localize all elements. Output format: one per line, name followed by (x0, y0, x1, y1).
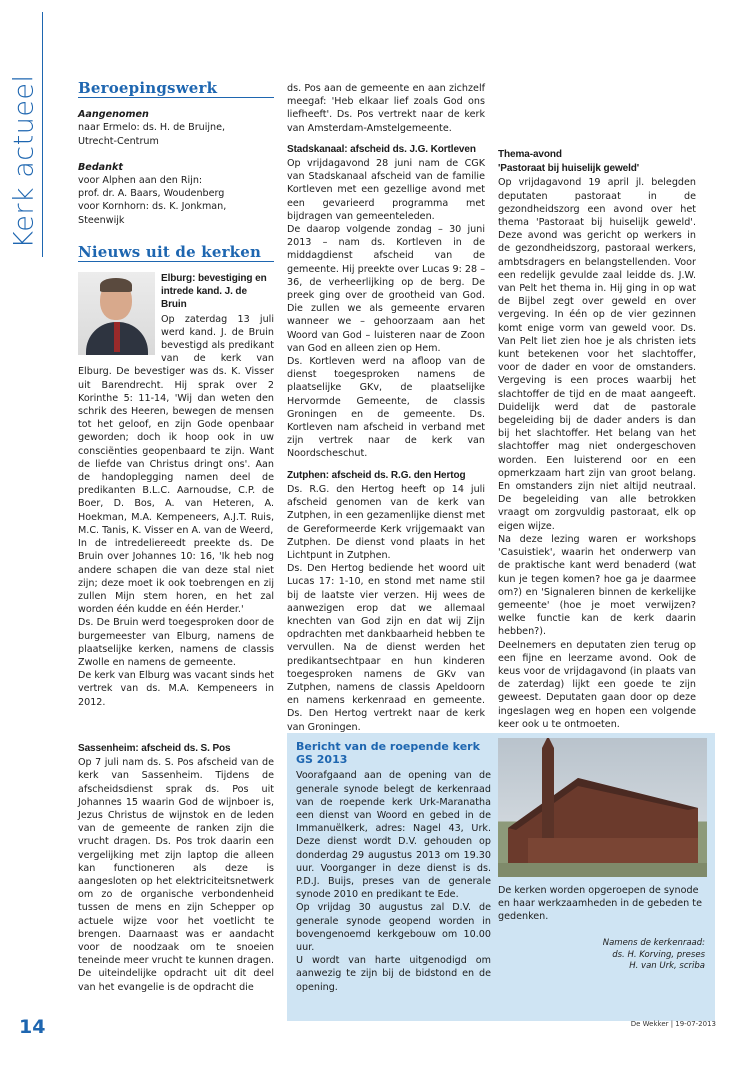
portrait-photo (78, 272, 155, 355)
column-1 (78, 79, 274, 709)
box-title: Bericht van de roepende kerk GS 2013 (296, 740, 480, 767)
aangenomen-label: Aangenomen (78, 109, 149, 121)
announcement-box (287, 733, 715, 1021)
heading-zutphen: Zutphen: afscheid ds. R.G. den Hertog (287, 469, 466, 481)
page-number: 14 (19, 1016, 46, 1038)
box-paragraph: Op vrijdag 30 augustus zal D.V. de generale synode geopend worden in bovengenoemd kerkgebouw om 10.00 uur. (296, 902, 491, 954)
stadskanaal-paragraph: Ds. Kortleven werd na afloop van de dienst toegesproken namens de plaatselijke GKv, de plaatselijke Hervormde Gemeente, de classis Groningen en de gemeente. Ds. Kortleven nam afscheid in verband met zijn vertrek naar de kerk van Noordscheschut. (287, 356, 485, 460)
column-2 (287, 82, 485, 734)
elburg-paragraph: De kerk van Elburg was vacant sinds het vertrek van ds. M.A. Kempeneers in 2012. (78, 670, 274, 708)
heading-stadskanaal: Stadskanaal: afscheid ds. J.G. Kortleven (287, 143, 476, 155)
box-paragraph: U wordt van harte uitgenodigd om aanwezig te zijn bij de bidstond en de opening. (296, 955, 491, 993)
elburg-paragraph: Ds. De Bruin werd toegesproken door de burgemeester van Elburg, namens de plaatselijke kerken, namens de classis Zwolle en namens de gemeente. (78, 617, 274, 668)
bedankt-line: voor Kornhorn: ds. K. Jonkman, Steenwijk (78, 201, 227, 226)
thema-paragraph: Op vrijdagavond 19 april jl. belegden deputaten pastoraat in de gezondheidszorg een avond over het thema 'Pastoraat bij huiselijk geweld'. Deze avond was gericht op werkers in de gezondheidszorg, pastoraal werkers, ambtsdragers en belangstellenden. Voor een redelijk gevulde zaal leidde ds. J.W. van Pelt het thema in. Hij ging in op wat de Bijbel zegt over geweld en over vergeving. In één op de vier gezinnen komt enige vorm van geweld voor. Ds. Van Pelt liet zien hoe je als christen iets kunt betekenen voor het slachtoffer, voor de dader en voor de omstanders. Vergeving is een proces waarbij het slachtoffer de tijd en de maat aangeeft. Duidelijk werd dat de pastorale begeleiding bij de dader anders is dan bij het slachtoffer. Het belang van het slachtoffer mag niet ondergeschoven worden. Een luisterend oor en een opmerkzaam hart zijn van groot belang. En omstanders zijn niet altijd neutraal. De begeleiding van alle betrokken vraagt om zorgvuldig pastoraat, elk op eigen wijze. (498, 177, 696, 532)
sassenheim-paragraph: Op 7 juli nam ds. S. Pos afscheid van de kerk van Sassenheim. Tijdens de afscheidsdienst sprak ds. Pos uit Johannes 15 waarin God de wijnboer is, Jezus Christus de wijnstok en de leden van de gemeente de ranken zijn die vrucht dragen. Ds. Pos trok daarin een vergelijking met zijn laptop die alleen kan functioneren als deze is aangesloten op het elektriciteitsnetwerk om zo de organische verbondenheid tussen de mens en zijn Schepper op actuele wijze voor het voetlicht te brengen. Daarnaast was er aandacht voor de noodzaak om te snoeien teneinde meer vrucht te kunnen dragen. De uiteindelijke opdracht uit dit deel van het evangelie is de opdracht die (78, 757, 274, 993)
bedankt-line: prof. dr. A. Baars, Woudenberg (78, 188, 225, 200)
stadskanaal-paragraph: Op vrijdagavond 28 juni nam de CGK van Stadskanaal afscheid van de familie Kortleven met een gezellige avond met een gevarieerd programma met bijdragen van gemeenteleden. (287, 158, 485, 222)
heading-sassenheim: Sassenheim: afscheid ds. S. Pos (78, 743, 231, 754)
zutphen-paragraph: Ds. R.G. den Hertog heeft op 14 juli afscheid genomen van de kerk van Zutphen, in een gezamenlijke dienst met de Gereformeerde Kerk vrijgemaakt van Zutphen. De dienst vond plaats in het Lichtpunt in Zutphen. (287, 483, 485, 561)
church-photo (498, 738, 707, 877)
heading-elburg: Elburg: bevestiging en intrede kand. J. de Bruin (161, 273, 267, 311)
heading-thema: Thema-avond (498, 149, 562, 160)
elburg-paragraph: In de intredeliereedt preekte ds. De Bruin over Johannes 10: 16, 'Ik heb nog andere schapen die van deze stal niet zijn; deze moet ik ook toebrengen en zij zullen Mijn stem horen, en het zal worden één kudde en één Herder.' (78, 538, 274, 616)
column-1-bottom (78, 742, 274, 994)
heading-nieuws: Nieuws uit de kerken (78, 246, 274, 262)
sidebar-rule (42, 12, 43, 257)
photo-caption: De kerken worden opgeroepen de synode en haar werkzaamheden in de gebeden te gedenken. (498, 885, 702, 923)
stadskanaal-paragraph: De daarop volgende zondag – 30 juni 2013 – nam ds. Kortleven in de middagdienst afscheid van de gemeente. Hij preekte over Lucas 9: 28 – 36, de verheerlijking op de berg. De preek ging over de grootheid van God. Die zullen we als gemeente ervaren wanneer we – gehoorzaam aan het Woord van God – luisteren naar de Zoon van God en alleen zien op Hem. (287, 224, 485, 354)
sassenheim-paragraph: ds. Pos aan de gemeente en aan zichzelf meegaf: 'Heb elkaar lief zoals God ons liefheeft'. Ds. Pos vertrekt naar de kerk van Amsterdam-Amstelgemeente. (287, 83, 485, 134)
aangenomen-line: naar Ermelo: ds. H. de Bruijne, (78, 122, 226, 134)
thema-paragraph: Deelnemers en deputaten zien terug op een fijne en leerzame avond. Ook de keus voor de vrijdagavond (in plaats van de zaterdag) lijkt een goede te zijn geweest. Deputaten gaan door op deze ingeslagen weg en hopen een volgende keer ook u te ontmoeten. (498, 639, 696, 730)
signature-block: Namens de kerkenraad: ds. H. Korving, preses H. van Urk, scriba (602, 938, 705, 971)
elburg-paragraph: Op zaterdag 13 juli werd kand. J. de Bruin bevestigd als predikant van de kerk van Elburg. De bevestiger was ds. K. Visser uit Barendrecht. Hij sprak over 2 Korinthe 5: 11-14, 'Wij dan weten den schrik des Heeren, bewegen de mensen tot het geloof, en zijn Gode openbaar geworden; doch ik hoop ook in uw consciënties geopenbaard te zijn. Want de liefde van Christus dringt ons'. Aan de handoplegging namen deel de predikanten B.L.C. Aarnoudse, C.P. de Boer, D. Bos, A. van Heteren, A. Hoekman, M.A. Kempeneers, A.J.T. Ruis, M.C. Tanis, K. Visser en A. van de Weerd, (78, 313, 274, 536)
publication-footer: De Wekker | 19-07-2013 (630, 1020, 716, 1028)
bedankt-line: voor Alphen aan den Rijn: (78, 175, 203, 187)
zutphen-paragraph: Ds. Den Hertog bediende het woord uit Lucas 17: 1-10, en stond met name stil bij de laatste vier verzen. Hij wees de aanwezigen erop dat we allemaal knechten van God zijn en dat wij Zijn opdrachten met dankbaarheid hebben te vervullen. Na de dienst werden het predikantsechtpaar en hun kinderen toegesproken namens de GKv van Zutphen, namens de classis Apeldoorn en namens kerkenraad en gemeente. Ds. Den Hertog vertrekt naar de kerk van Groningen. (287, 563, 485, 733)
column-3 (498, 82, 696, 731)
aangenomen-line: Utrecht-Centrum (78, 135, 159, 147)
heading-beroepingswerk: Beroepingswerk (78, 82, 274, 98)
section-label: Kerk actueel (8, 74, 40, 249)
heading-thema-sub: 'Pastoraat bij huiselijk geweld' (498, 163, 640, 175)
bedankt-label: Bedankt (78, 161, 123, 173)
box-paragraph: Voorafgaand aan de opening van de generale synode belegt de kerkenraad van de roepende kerk Urk-Maranatha een dienst van Woord en gebed in de Immanuëlkerk, adres: Nagel 43, Urk. Deze dienst wordt D.V. gehouden op donderdag 29 augustus 2013 om 19.30 uur. Voorganger in deze dienst is ds. P.D.J. Buijs, preses van de generale synode 2010 en predikant te Ede. (296, 770, 491, 901)
thema-paragraph: Na deze lezing waren er workshops 'Casuistiek', waarin het onderwerp van de praktische kant werd benaderd (wat kun je tegen komen? hoe ga je daarmee om?) en 'Signaleren binnen de kerkelijke gemeente' (hoe je moet verwijzen? welke functie kan de kerk daarin hebben?). (498, 533, 696, 638)
